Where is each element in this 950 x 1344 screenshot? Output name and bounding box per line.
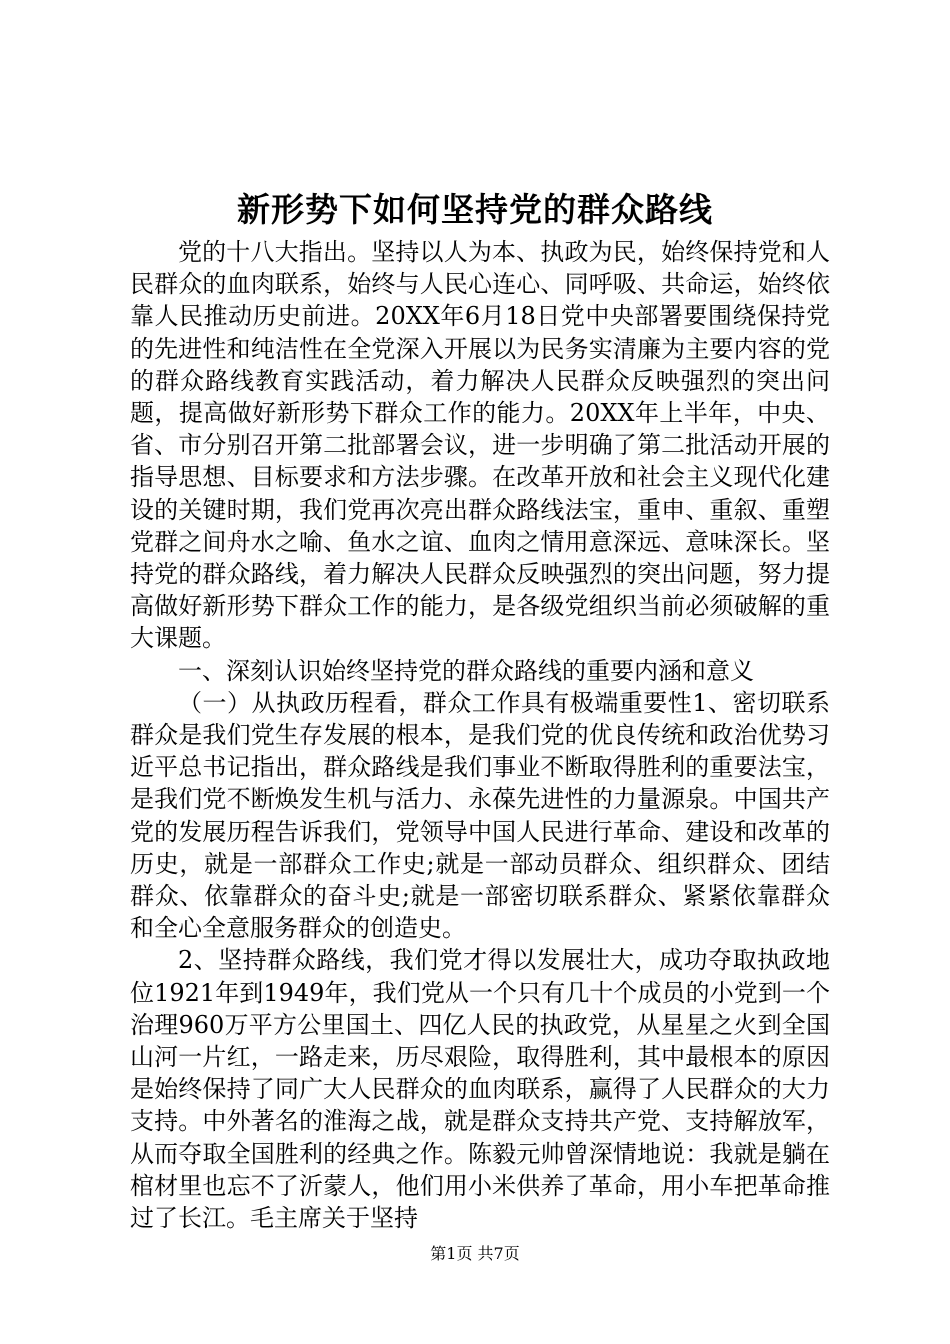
document-title: 新形势下如何坚持党的群众路线 xyxy=(237,190,713,229)
document-body xyxy=(130,236,830,1234)
section-heading: 一、深刻认识始终坚持党的群众路线的重要内涵和意义 xyxy=(178,656,754,685)
page-number-footer: 第1页 共7页 xyxy=(430,1244,520,1263)
paragraph-subsection-1: （一）从执政历程看，群众工作具有极端重要性1、密切联系群众是我们党生存发展的根本，是我们党的优良传统和政治优势习近平总书记指出，群众路线是我们事业不断取得胜利的重要法宝，是我们党不断焕发生机与活力、永葆先进性的力量源泉。中国共产党的发展历程告诉我们，党领导中国人民进行革命、建设和改革的历史，就是一部群众工作史;就是一部动员群众、组织群众、团结群众、依靠群众的奋斗史;就是一部密切联系群众、紧紧依靠群众和全心全意服务群众的创造史。 xyxy=(130,688,830,943)
paragraph-subsection-2: 2、坚持群众路线，我们党才得以发展壮大，成功夺取执政地位1921年到1949年，我们党从一个只有几十个成员的小党到一个治理960万平方公里国土、四亿人民的执政党，从星星之火到全国山河一片红，一路走来，历尽艰险，取得胜利，其中最根本的原因是始终保持了同广大人民群众的血肉联系，赢得了人民群众的大力支持。中外著名的淮海之战，就是群众支持共产党、支持解放军，从而夺取全国胜利的经典之作。陈毅元帅曾深情地说：我就是躺在棺材里也忘不了沂蒙人，他们用小米供养了革命，用小车把革命推过了长江。毛主席关于坚持 xyxy=(130,946,830,1233)
paragraph-intro: 党的十八大指出。坚持以人为本、执政为民，始终保持党和人民群众的血肉联系，始终与人民心连心、同呼吸、共命运，始终依靠人民推动历史前进。20XX年6月18日党中央部署要围绕保持党的先进性和纯洁性在全党深入开展以为民务实清廉为主要内容的党的群众路线教育实践活动，着力解决人民群众反映强烈的突出问题，提高做好新形势下群众工作的能力。20XX年上半年，中央、省、市分别召开第二批部署会议，进一步明确了第二批活动开展的指导思想、目标要求和方法步骤。在改革开放和社会主义现代化建设的关键时期，我们党再次亮出群众路线法宝，重申、重叙、重塑党群之间舟水之喻、鱼水之谊、血肉之情用意深远、意味深长。坚持党的群众路线，着力解决人民群众反映强烈的突出问题，努力提高做好新形势下群众工作的能力，是各级党组织当前必须破解的重大课题。 xyxy=(130,238,830,653)
